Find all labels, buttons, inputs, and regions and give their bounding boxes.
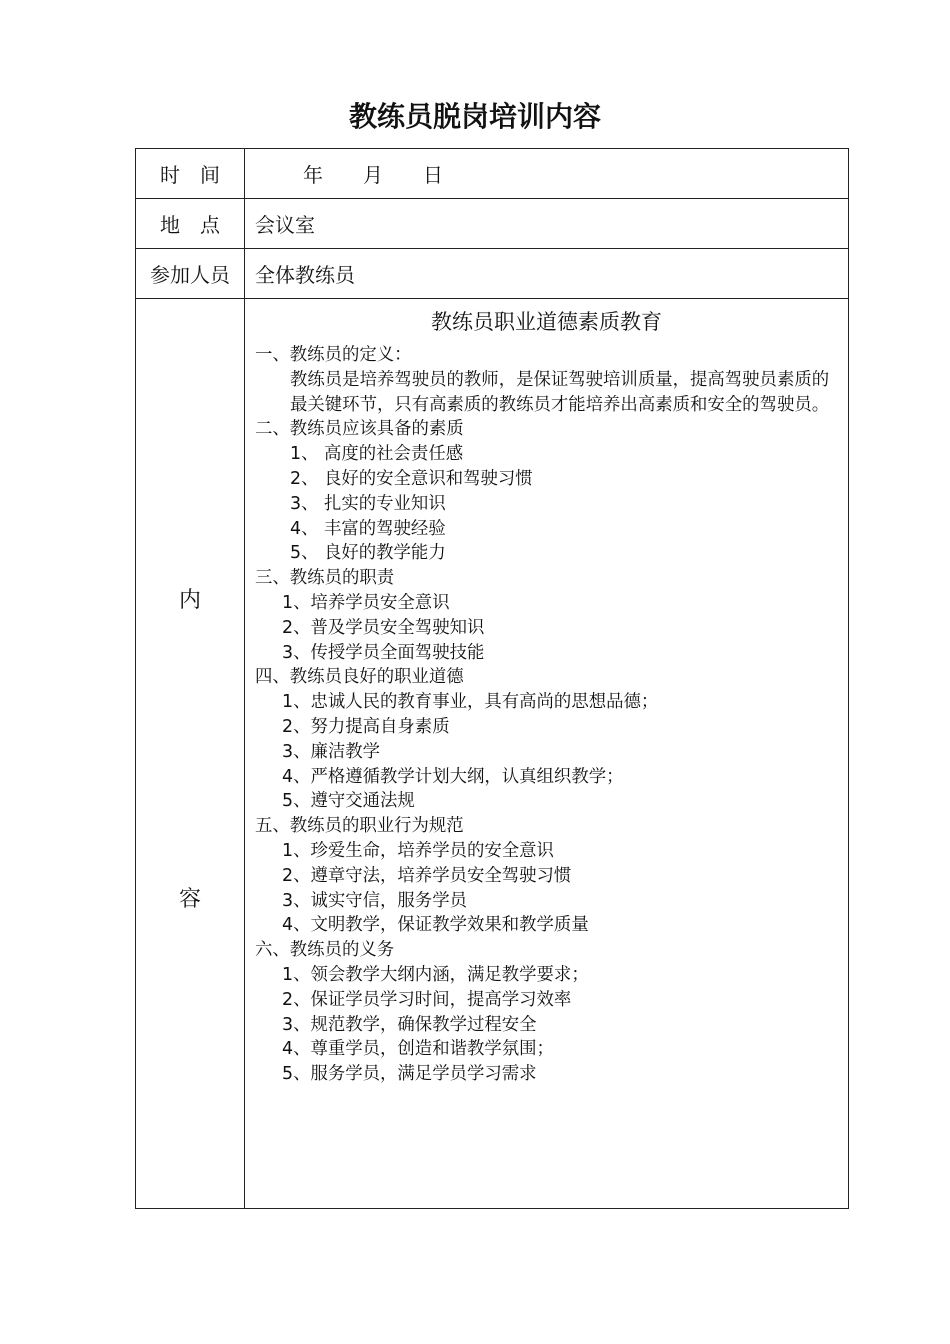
content-row <box>136 299 849 1209</box>
list-item: 3、传授学员全面驾驶技能 <box>282 642 485 663</box>
section-title: 四、教练员良好的职业道德 <box>255 667 464 688</box>
list-item: 2、普及学员安全驾驶知识 <box>282 617 485 638</box>
list-item: 2、努力提高自身素质 <box>282 716 450 737</box>
time-value <box>245 149 849 199</box>
time-year: 年 <box>303 163 323 187</box>
training-form-table <box>135 148 849 1209</box>
list-item: 5、服务学员，满足学员学习需求 <box>282 1064 537 1085</box>
list-item: 4、文明教学，保证教学效果和教学质量 <box>282 915 589 936</box>
list-item: 2、 良好的安全意识和驾驶习惯 <box>290 468 533 489</box>
content-label-cell <box>136 299 245 1209</box>
list-item: 4、 丰富的驾驶经验 <box>290 518 446 539</box>
content-label-bottom: 容 <box>178 887 201 912</box>
attendees-label: 参加人员 <box>136 249 245 299</box>
time-label: 时 间 <box>136 149 245 199</box>
time-row <box>136 149 849 199</box>
list-item: 3、 扎实的专业知识 <box>290 493 446 514</box>
list-item: 1、忠诚人民的教育事业，具有高尚的思想品德； <box>282 692 659 713</box>
list-item: 2、保证学员学习时间，提高学习效率 <box>282 989 572 1010</box>
list-item: 1、珍爱生命，培养学员的安全意识 <box>282 840 554 861</box>
section-title: 一、教练员的定义： <box>255 345 412 365</box>
content-cell <box>245 299 849 1209</box>
content-heading: 教练员职业道德素质教育 <box>431 310 662 334</box>
section-title: 二、教练员应该具备的素质 <box>255 419 464 440</box>
definition-paragraph: 教练员是培养驾驶员的教师，是保证驾驶培训质量，提高驾驶员素质的最关键环节，只有高素质的教练员才能培养出高素质和安全的驾驶员。 <box>290 369 830 415</box>
document-title: 教练员脱岗培训内容 <box>348 100 601 133</box>
list-item: 1、 高度的社会责任感 <box>290 444 464 465</box>
place-row <box>136 199 849 249</box>
attendees-value: 全体教练员 <box>245 249 849 299</box>
list-item: 4、尊重学员，创造和谐教学氛围； <box>282 1039 554 1060</box>
list-item: 3、诚实守信，服务学员 <box>282 890 467 911</box>
place-label: 地 点 <box>136 199 245 249</box>
list-item: 4、严格遵循教学计划大纲，认真组织教学； <box>282 766 624 787</box>
list-item: 2、遵章守法，培养学员安全驾驶习惯 <box>282 865 572 886</box>
time-day: 日 <box>423 163 443 187</box>
list-item: 5、 良好的教学能力 <box>290 543 446 564</box>
section-title: 三、教练员的职责 <box>255 568 395 589</box>
list-item: 1、领会教学大纲内涵，满足教学要求； <box>282 964 589 985</box>
place-value: 会议室 <box>245 199 849 249</box>
list-item: 5、遵守交通法规 <box>282 791 415 812</box>
section-title: 六、教练员的义务 <box>255 940 395 961</box>
content-body <box>255 343 838 1087</box>
list-item: 1、培养学员安全意识 <box>282 592 450 613</box>
section-title: 五、教练员的职业行为规范 <box>255 816 464 837</box>
list-item: 3、规范教学，确保教学过程安全 <box>282 1014 537 1035</box>
time-month: 月 <box>363 163 383 187</box>
content-label <box>136 299 244 1208</box>
content-label-top: 内 <box>178 588 201 613</box>
attendees-row <box>136 249 849 299</box>
list-item: 3、廉洁教学 <box>282 741 381 762</box>
